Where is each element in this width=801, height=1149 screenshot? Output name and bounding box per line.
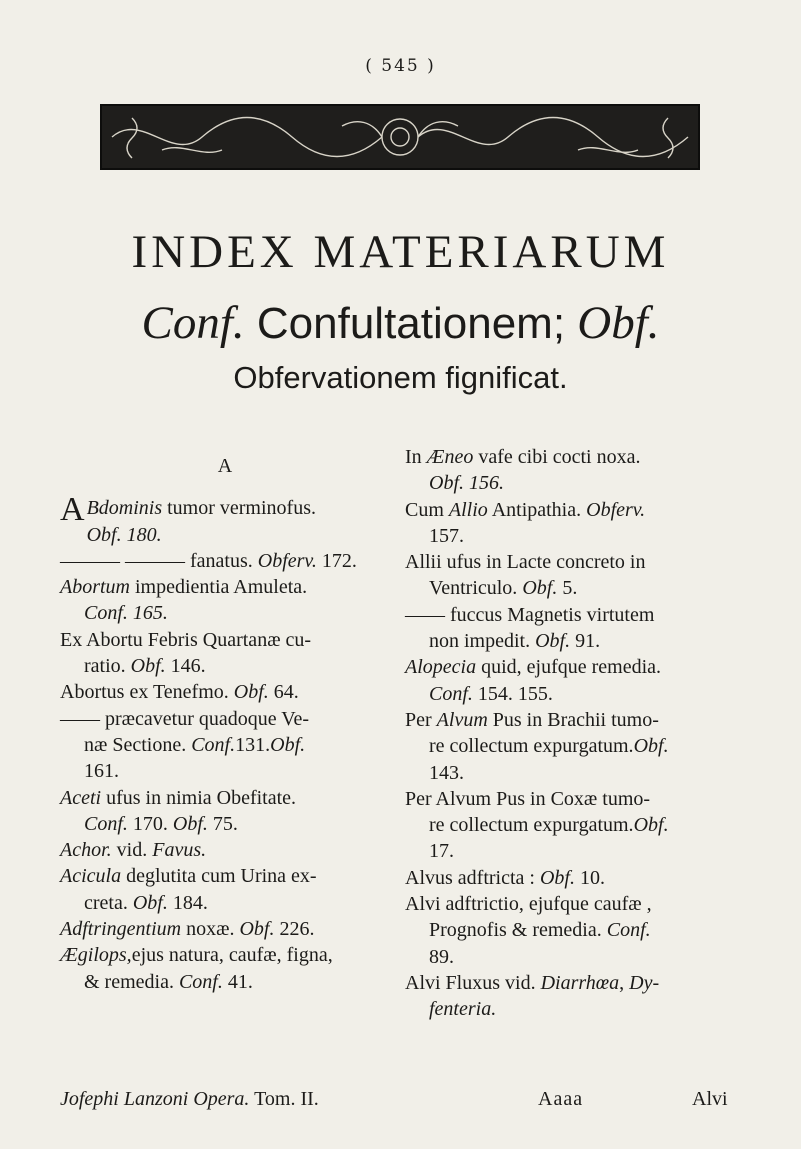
index-entry: 17. [429, 840, 454, 863]
index-entry: Allii ufus in Lacte concreto in [405, 551, 646, 574]
index-entry: Alvus adftricta : Obf. 10. [405, 866, 605, 889]
index-entry: In Æneo vafe cibi cocti noxa. [405, 446, 641, 468]
page-title: INDEX MATERIARUM [131, 226, 670, 278]
index-entry: 161. [84, 760, 119, 783]
index-entry: Prognofis & remedia. Conf. [429, 919, 651, 942]
index-entry: —— fuccus Magnetis virtutem [405, 603, 655, 626]
index-entry: næ Sectione. Conf.131.Obf. [84, 733, 306, 756]
headpiece-ornament [100, 104, 700, 170]
abbrev-conf: Conf. [141, 297, 245, 349]
index-entry: Conf. 170. Obf. 75. [84, 812, 238, 835]
index-entry: ratio. Obf. 146. [84, 655, 206, 678]
right-column [405, 444, 777, 1023]
index-entry: 143. [429, 761, 464, 784]
abbreviation-line-2: Obfervationem fignificat. [233, 360, 568, 395]
index-entry: Per Alvum Pus in Coxæ tumo- [405, 787, 651, 810]
index-entry: Ventriculo. Obf. 5. [429, 577, 578, 600]
index-entry: Ex Abortu Febris Quartanæ cu- [60, 628, 312, 651]
index-entry: —— præcavetur quadoque Ve- [60, 707, 310, 730]
index-entry: Conf. 165. [84, 602, 168, 625]
index-entry: Cum Allio Antipathia. Obferv. [405, 498, 646, 521]
index-entry: Alvi adftrictio, ejufque caufæ , [405, 893, 652, 916]
index-entry: 157. [429, 524, 464, 547]
index-entry: A Bdominis tumor verminofus. [60, 491, 316, 529]
index-entry: & remedia. Conf. 41. [84, 970, 253, 993]
index-entry: Abortum impedientia Amuleta. [60, 576, 308, 599]
index-entry: Achor. vid. Favus. [60, 839, 207, 862]
index-entry: Conf. 154. 155. [429, 682, 553, 705]
abbrev-obf: Obf. [577, 297, 660, 349]
index-entry: re collectum expurgatum.Obf. [429, 814, 669, 837]
abbrev-middle: Confultationem; [256, 299, 566, 348]
page-number: ( 545 ) [365, 56, 436, 76]
index-entry: non impedit. Obf. 91. [429, 630, 601, 653]
index-entry: fenteria. [429, 998, 497, 1021]
index-entry: 89. [429, 945, 454, 968]
footer-tome: Tom. II. [249, 1088, 319, 1110]
catchword: Alvi [692, 1088, 728, 1110]
signature-mark: Aaaa [538, 1088, 584, 1110]
index-entry: Ægilops,ejus natura, caufæ, figna, [60, 944, 333, 967]
section-letter: A [217, 455, 233, 477]
index-entry: Aceti ufus in nimia Obefitate. [60, 786, 297, 809]
index-entry: creta. Obf. 184. [84, 891, 208, 914]
footer-author: Jofephi Lanzoni Opera. [60, 1088, 250, 1110]
index-entry: Obf. 156. [429, 472, 504, 495]
index-entry: Abortus ex Tenefmo. Obf. 64. [60, 681, 299, 704]
index-entry: Alopecia quid, ejufque remedia. [405, 656, 662, 679]
page-footer [60, 1088, 780, 1111]
abbreviation-line [0, 296, 801, 350]
index-entry: Acicula deglutita cum Urina ex- [60, 865, 317, 888]
index-entry: re collectum expurgatum.Obf. [429, 735, 669, 758]
index-entry: ——— ——— fanatus. Obferv. 172. [60, 549, 357, 572]
left-column [60, 420, 390, 995]
index-entry: Alvi Fluxus vid. Diarrhœa, Dy- [405, 971, 660, 994]
index-entry: Adftringentium noxæ. Obf. 226. [60, 918, 315, 941]
index-entry: Per Alvum Pus in Brachii tumo- [405, 708, 659, 731]
index-entry: Obf. 180. [86, 523, 162, 546]
